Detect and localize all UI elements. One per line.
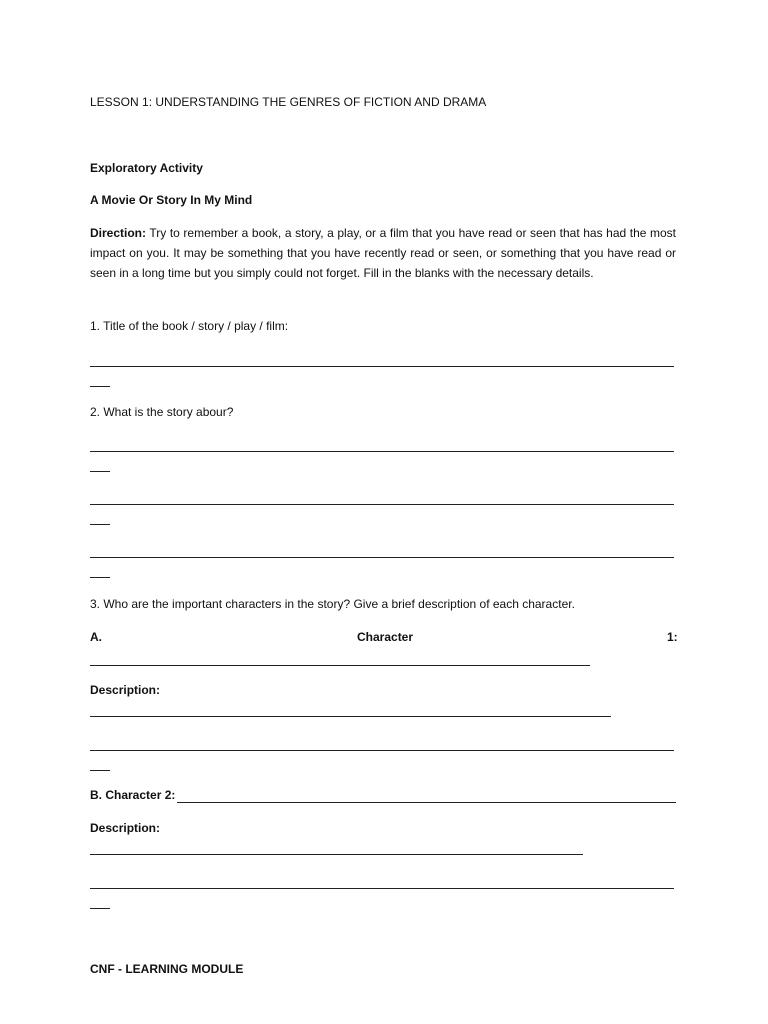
description-line[interactable] — [90, 716, 611, 717]
character-b-label: B. Character 2: — [90, 788, 176, 802]
character-b-name-line[interactable] — [177, 802, 676, 803]
lesson-title: LESSON 1: UNDERSTANDING THE GENRES OF FICTION AND DRAMA — [90, 95, 487, 109]
footer-module-label: CNF - LEARNING MODULE — [90, 962, 244, 976]
answer-line-continuation — [90, 386, 110, 387]
character-b-description-label: Description: — [90, 821, 161, 835]
character-a-description-label: Description: — [90, 683, 161, 697]
character-a-number: 1: — [667, 630, 678, 644]
question-2: 2. What is the story abour? — [90, 405, 234, 419]
description-line[interactable] — [90, 750, 674, 751]
direction-label: Direction: — [90, 226, 147, 240]
answer-line[interactable] — [90, 504, 674, 505]
answer-line-continuation — [90, 577, 110, 578]
answer-line-continuation — [90, 524, 110, 525]
description-line-continuation — [90, 770, 110, 771]
activity-subheading: A Movie Or Story In My Mind — [90, 193, 253, 207]
answer-line-continuation — [90, 471, 110, 472]
character-a-letter: A. — [90, 630, 102, 644]
description-line[interactable] — [90, 888, 674, 889]
question-1: 1. Title of the book / story / play / film: — [90, 319, 289, 333]
answer-line[interactable] — [90, 366, 674, 367]
description-line[interactable] — [90, 854, 583, 855]
description-line-continuation — [90, 908, 110, 909]
character-a-name-line[interactable] — [90, 665, 590, 666]
character-a-word: Character — [357, 630, 414, 644]
direction-paragraph — [90, 223, 676, 283]
answer-line[interactable] — [90, 557, 674, 558]
answer-line[interactable] — [90, 451, 674, 452]
direction-text: Try to remember a book, a story, a play, or a film that you have read or seen that has had the most impact on you. It may be something that you have recently read or seen, or something that you have read or seen in a long time but you simply could not forget. Fill in the blanks with the necessary details. — [90, 226, 676, 280]
question-3: 3. Who are the important characters in the story? Give a brief description of each character. — [90, 597, 575, 611]
activity-heading: Exploratory Activity — [90, 161, 203, 175]
